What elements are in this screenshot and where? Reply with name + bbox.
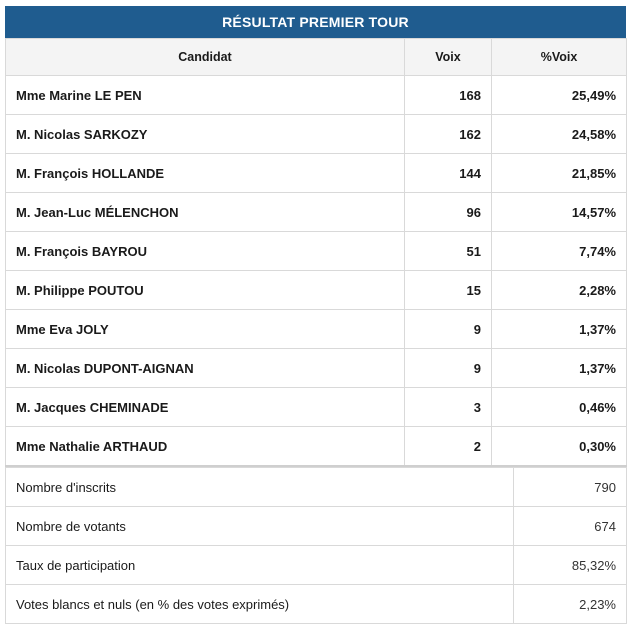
candidate-pct: 1,37% bbox=[492, 310, 627, 349]
candidate-pct: 14,57% bbox=[492, 193, 627, 232]
table-row bbox=[6, 271, 627, 310]
candidate-pct: 0,30% bbox=[492, 427, 627, 467]
candidate-voix: 96 bbox=[405, 193, 492, 232]
stat-label: Votes blancs et nuls (en % des votes exprimés) bbox=[6, 585, 514, 624]
candidate-voix: 15 bbox=[405, 271, 492, 310]
candidate-voix: 9 bbox=[405, 349, 492, 388]
table-row bbox=[6, 115, 627, 154]
stats-table bbox=[5, 467, 627, 624]
stat-value: 85,32% bbox=[514, 546, 627, 585]
table-row bbox=[6, 427, 627, 467]
stat-label: Taux de participation bbox=[6, 546, 514, 585]
header-candidat: Candidat bbox=[6, 39, 405, 76]
candidate-voix: 3 bbox=[405, 388, 492, 427]
results-title: RÉSULTAT PREMIER TOUR bbox=[5, 6, 626, 38]
candidate-pct: 24,58% bbox=[492, 115, 627, 154]
candidate-name: M. Nicolas SARKOZY bbox=[6, 115, 405, 154]
candidate-name: M. François BAYROU bbox=[6, 232, 405, 271]
candidate-voix: 144 bbox=[405, 154, 492, 193]
candidate-name: Mme Eva JOLY bbox=[6, 310, 405, 349]
candidate-name: M. Jacques CHEMINADE bbox=[6, 388, 405, 427]
stat-value: 790 bbox=[514, 468, 627, 507]
candidate-name: Mme Marine LE PEN bbox=[6, 76, 405, 115]
candidate-pct: 0,46% bbox=[492, 388, 627, 427]
results-panel bbox=[5, 6, 626, 624]
candidate-pct: 2,28% bbox=[492, 271, 627, 310]
candidate-name: M. Nicolas DUPONT-AIGNAN bbox=[6, 349, 405, 388]
candidate-voix: 162 bbox=[405, 115, 492, 154]
stats-row bbox=[6, 546, 627, 585]
candidate-pct: 25,49% bbox=[492, 76, 627, 115]
header-voix: Voix bbox=[405, 39, 492, 76]
stats-row bbox=[6, 468, 627, 507]
candidate-pct: 21,85% bbox=[492, 154, 627, 193]
candidate-voix: 168 bbox=[405, 76, 492, 115]
table-header-row bbox=[6, 39, 627, 76]
candidate-pct: 1,37% bbox=[492, 349, 627, 388]
stat-value: 674 bbox=[514, 507, 627, 546]
stats-row bbox=[6, 585, 627, 624]
stat-value: 2,23% bbox=[514, 585, 627, 624]
table-row bbox=[6, 154, 627, 193]
table-row bbox=[6, 193, 627, 232]
header-pct: %Voix bbox=[492, 39, 627, 76]
candidate-voix: 51 bbox=[405, 232, 492, 271]
table-row bbox=[6, 349, 627, 388]
candidate-name: Mme Nathalie ARTHAUD bbox=[6, 427, 405, 467]
table-row bbox=[6, 310, 627, 349]
candidate-voix: 9 bbox=[405, 310, 492, 349]
candidate-name: M. Philippe POUTOU bbox=[6, 271, 405, 310]
stat-label: Nombre de votants bbox=[6, 507, 514, 546]
stats-row bbox=[6, 507, 627, 546]
results-table bbox=[5, 38, 627, 467]
table-row bbox=[6, 76, 627, 115]
table-row bbox=[6, 388, 627, 427]
table-row bbox=[6, 232, 627, 271]
candidate-pct: 7,74% bbox=[492, 232, 627, 271]
stat-label: Nombre d'inscrits bbox=[6, 468, 514, 507]
candidate-voix: 2 bbox=[405, 427, 492, 467]
candidate-name: M. Jean-Luc MÉLENCHON bbox=[6, 193, 405, 232]
candidate-name: M. François HOLLANDE bbox=[6, 154, 405, 193]
